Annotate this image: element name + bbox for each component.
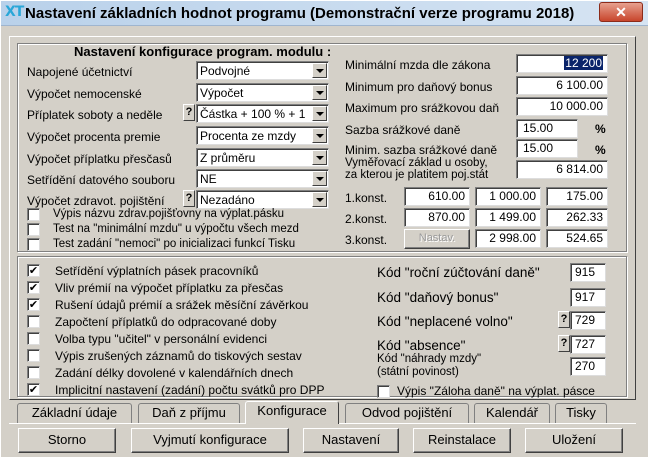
check-sort-slips-label: Setřídění výplatních pásek pracovníků — [55, 264, 259, 278]
overtime-label: Výpočet příplatku přesčasů — [27, 152, 172, 166]
sort-file-label: Setřídění datového souboru — [27, 173, 176, 187]
code-bonus-field[interactable]: 917 — [570, 288, 606, 307]
tab-calendar[interactable]: Kalendář — [474, 403, 550, 423]
check-cancel-premiums[interactable]: ✔ — [28, 298, 39, 311]
chevron-down-icon[interactable] — [312, 63, 327, 78]
bonus-min-label: Minimum pro daňový bonus — [345, 80, 493, 94]
save-button[interactable]: Uložení — [525, 428, 623, 453]
tax-rate-unit: % — [595, 122, 606, 136]
accounting-label: Napojené účetnictví — [27, 65, 133, 79]
konst3-v2[interactable]: 2 998.00 — [475, 229, 541, 248]
close-icon: ✕ — [615, 4, 627, 20]
konst2-v1[interactable]: 870.00 — [404, 208, 470, 227]
base-label-1: Vyměřovací základ u osoby, — [345, 157, 488, 169]
sickness-value: Výpočet — [200, 86, 244, 100]
check-insurer-name-label: Výpis názvu zdrav.pojišťovny na výplat.pásku — [53, 208, 285, 220]
check-insurer-name[interactable] — [27, 208, 40, 221]
sickness-select[interactable] — [196, 83, 329, 102]
min-wage-field[interactable] — [516, 54, 608, 73]
chevron-down-icon[interactable] — [312, 171, 327, 186]
code-bonus-label: Kód "daňový bonus" — [377, 290, 499, 305]
konst3-nastav-button[interactable]: Nastav. — [404, 229, 470, 249]
konst1-v2[interactable]: 1 000.00 — [475, 187, 541, 206]
weekend-bonus-select[interactable] — [196, 104, 329, 123]
konst2-v3[interactable]: 262.33 — [546, 208, 608, 227]
code-unpaid-help-button[interactable]: ? — [558, 311, 570, 328]
sickness-label: Výpočet nemocenské — [27, 87, 142, 101]
base-field[interactable]: 6 814.00 — [516, 160, 608, 179]
code-absence-help-button[interactable]: ? — [558, 335, 570, 352]
health-help-button[interactable]: ? — [183, 190, 195, 207]
premium-percent-label: Výpočet procenta premie — [27, 130, 161, 144]
konst1-v1[interactable]: 610.00 — [404, 187, 470, 206]
code-annual-label: Kód "roční zúčtování daně" — [377, 265, 540, 280]
close-button[interactable] — [599, 2, 643, 22]
sort-file-value: NE — [200, 172, 217, 186]
chevron-down-icon[interactable] — [312, 85, 327, 100]
konst3-label: 3.konst. — [345, 233, 388, 247]
konst1-v3[interactable]: 175.00 — [546, 187, 608, 206]
tab-insurance[interactable]: Odvod pojištění — [345, 403, 469, 423]
tab-income-tax[interactable]: Daň z příjmu — [138, 403, 240, 423]
check-sort-slips[interactable]: ✔ — [28, 264, 39, 277]
tax-rate-field[interactable]: 15.00 — [516, 119, 578, 138]
check-zaloha[interactable] — [377, 385, 390, 398]
chevron-down-icon[interactable] — [312, 150, 327, 165]
chevron-down-icon[interactable] — [312, 128, 327, 143]
window-title: Nastavení základních hodnot programu (Demonstrační verze programu 2018) — [25, 5, 575, 22]
base-label-2: za kterou je platitem poj.stát — [345, 169, 489, 181]
overtime-select[interactable] — [196, 148, 329, 167]
config-heading: Nastavení konfigurace program. modulu : — [74, 44, 332, 59]
min-tax-rate-unit: % — [595, 143, 606, 157]
tab-prints[interactable]: Tisky — [555, 403, 607, 423]
code-annual-field[interactable]: 915 — [570, 263, 606, 282]
bonus-min-field[interactable]: 6 100.00 — [516, 76, 608, 95]
check-cancel-premiums-label: Rušení údajů prémií a srážek měsíční závěrkou — [55, 298, 309, 312]
tax-rate-label: Sazba srážkové daně — [345, 123, 461, 137]
min-tax-rate-label: Minim. sazba srážkové daně — [345, 143, 498, 157]
health-insurance-value: Nezadáno — [200, 193, 255, 207]
withholding-max-field[interactable]: 10 000.00 — [516, 97, 608, 116]
reinstall-button[interactable]: Reinstalace — [413, 428, 511, 453]
check-deleted-records-label: Výpis zrušených záznamů do tiskových sestav — [55, 349, 302, 363]
tab-configuration[interactable]: Konfigurace — [245, 401, 339, 424]
check-dpp-holidays-label: Implicitní nastavení (zadání) počtu svátků pro DPP — [55, 383, 325, 397]
chevron-down-icon[interactable] — [312, 192, 327, 207]
remove-config-button[interactable]: Vyjmutí konfigurace — [131, 428, 289, 453]
weekend-help-button[interactable]: ? — [183, 104, 195, 121]
health-insurance-select[interactable] — [196, 190, 329, 209]
code-nahrady-field[interactable]: 270 — [570, 357, 606, 376]
weekend-bonus-value: Částka + 100 % + 1 — [200, 107, 306, 121]
konst2-v2[interactable]: 1 499.00 — [475, 208, 541, 227]
check-holiday-days[interactable] — [27, 366, 40, 379]
code-absence-field[interactable]: 727 — [570, 335, 606, 354]
app-icon: XT — [5, 4, 24, 20]
konst1-label: 1.konst. — [345, 191, 388, 205]
min-wage-label: Minimální mzda dle zákona — [345, 58, 491, 72]
tab-basic-data[interactable]: Základní údaje — [17, 403, 132, 423]
check-dpp-holidays[interactable]: ✔ — [28, 383, 39, 396]
check-sickness-test[interactable] — [27, 238, 40, 251]
check-teacher-type[interactable] — [27, 332, 40, 345]
check-deleted-records[interactable] — [27, 349, 40, 362]
chevron-down-icon[interactable] — [312, 106, 327, 121]
settings-button[interactable]: Nastavení — [303, 428, 399, 453]
premium-percent-select[interactable] — [196, 126, 329, 145]
cancel-button[interactable]: Storno — [18, 428, 116, 453]
title-bar[interactable] — [1, 1, 648, 26]
accounting-value: Podvojné — [200, 64, 251, 78]
check-premium-overtime[interactable]: ✔ — [28, 281, 39, 294]
check-zaloha-label: Výpis "Záloha daně" na výplat. pásce — [397, 384, 595, 398]
konst3-v3[interactable]: 524.65 — [546, 229, 608, 248]
sort-file-select[interactable] — [196, 169, 329, 188]
withholding-max-label: Maximum pro srážkovou daň — [345, 101, 500, 115]
check-holiday-days-label: Zadání délky dovolené v kalendářních dnech — [55, 366, 294, 380]
check-min-wage-label: Test na "minimální mzdu" u výpočtu všech mezd — [53, 223, 299, 235]
check-min-wage[interactable] — [27, 223, 40, 236]
code-absence-label: Kód "absence" — [377, 338, 466, 353]
min-tax-rate-field[interactable]: 15.00 — [516, 139, 578, 158]
min-wage-value: 12 200 — [565, 56, 602, 70]
weekend-bonus-label: Příplatek soboty a neděle — [27, 108, 163, 122]
health-insurance-label: Výpočet zdravot. pojištění — [27, 194, 165, 208]
check-bonus-worktime[interactable] — [27, 315, 40, 328]
check-teacher-type-label: Volba typu "učitel" v personální evidenci — [55, 332, 267, 346]
accounting-select[interactable] — [196, 61, 329, 80]
code-nahrady-label-1: Kód "náhrady mzdy" — [377, 353, 482, 365]
premium-percent-value: Procenta ze mzdy — [200, 129, 297, 143]
check-bonus-worktime-label: Započtení příplatků do odpracované doby — [55, 315, 277, 329]
code-unpaid-label: Kód "neplacené volno" — [377, 314, 513, 329]
code-nahrady-label-2: (státní povinost) — [377, 366, 459, 378]
konst2-label: 2.konst. — [345, 212, 388, 226]
check-sickness-test-label: Test zadání "nemoci" po inicializaci funkcí Tisku — [53, 238, 296, 250]
overtime-value: Z průměru — [200, 151, 256, 165]
check-premium-overtime-label: Vliv prémií na výpočet příplatku za přesčas — [55, 281, 284, 295]
code-unpaid-field[interactable]: 729 — [570, 311, 606, 330]
